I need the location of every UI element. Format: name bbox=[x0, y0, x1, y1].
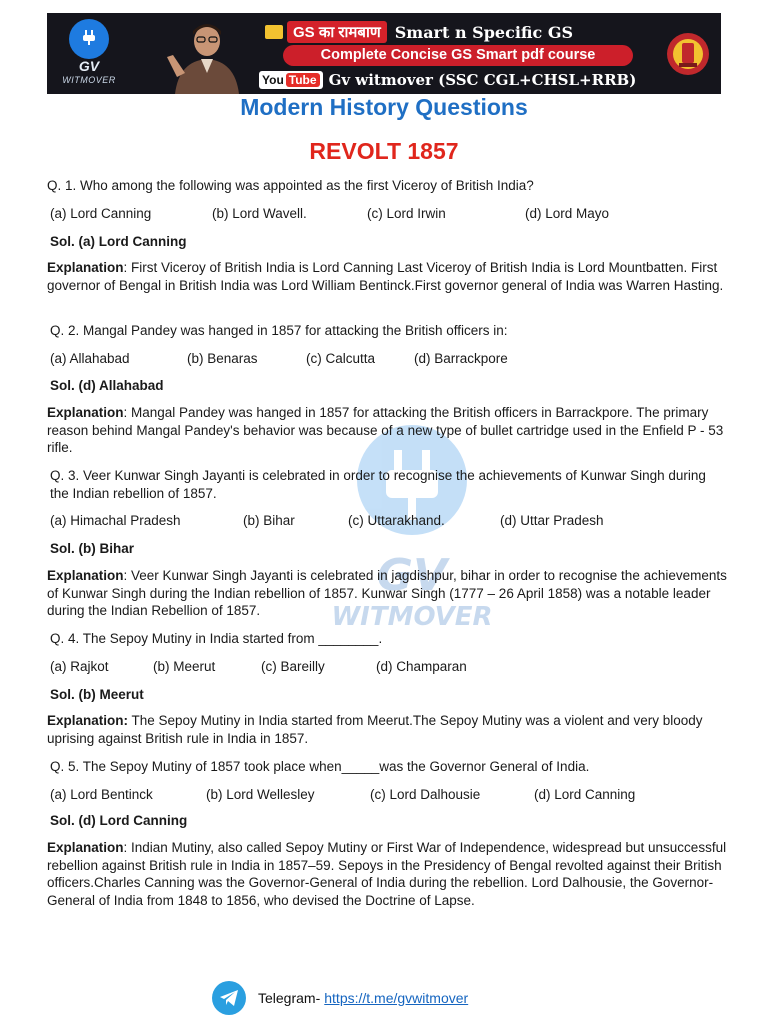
q1-explanation bbox=[47, 259, 727, 294]
q3-solution: Sol. (b) Bihar bbox=[50, 541, 134, 556]
explanation-text: : First Viceroy of British India is Lord Canning Last Viceroy of British India is Lord Mountbatten. First governor of Bengal in British India was Lord William Bentinck.First governor general of India was Warren Hasting. bbox=[47, 260, 724, 293]
explanation-text: The Sepoy Mutiny in India started from Meerut.The Sepoy Mutiny was a violent and very bloody uprising against British rule in India in 1857. bbox=[47, 713, 703, 746]
footer bbox=[212, 981, 468, 1015]
q1-solution: Sol. (a) Lord Canning bbox=[50, 234, 187, 249]
explanation-label: Explanation: bbox=[47, 713, 129, 728]
telegram-link[interactable]: https://t.me/gvwitmover bbox=[324, 990, 469, 1006]
q5-option-a: (a) Lord Bentinck bbox=[50, 787, 153, 802]
question-4: Q. 4. The Sepoy Mutiny in India started from ________. bbox=[50, 631, 383, 646]
banner-row-1 bbox=[265, 21, 573, 43]
explanation-label: Explanation bbox=[47, 840, 124, 855]
logo-subtext: WITMOVER bbox=[62, 75, 116, 85]
q2-option-a: (a) Allahabad bbox=[50, 351, 130, 366]
q3-option-b: (b) Bihar bbox=[243, 513, 295, 528]
question-1: Q. 1. Who among the following was appointed as the first Viceroy of British India? bbox=[47, 178, 534, 193]
banner-tagline: Smart n Specific GS bbox=[394, 22, 574, 42]
q2-option-b: (b) Benaras bbox=[187, 351, 258, 366]
svg-text:GV: GV bbox=[376, 550, 448, 601]
question-2: Q. 2. Mangal Pandey was hanged in 1857 for attacking the British officers in: bbox=[50, 323, 508, 338]
explanation-text: : Veer Kunwar Singh Jayanti is celebrated in jagdishpur, bihar in order to recognise the achievements of Kunwar Singh during the Indian rebellion of 1857. Kunwar Singh (1777 – 26 April 1858) was a notable leader during the Indian Rebellion of 1857. bbox=[47, 568, 727, 618]
banner-tag: GS का रामबाण bbox=[287, 21, 387, 43]
explanation-label: Explanation bbox=[47, 568, 124, 583]
explanation-text: : Indian Mutiny, also called Sepoy Mutiny or First War of Independence, widespread but unsuccessful rebellion against British rule in India in 1857–59. Sepoys in the Presidency of Bengal revolted against their British officers.Charles Canning was the Governor-General of India during the rebellion. Lord Dalhousie, the Governor-General of India from 1848 to 1856, who devised the Doctrine of Lapse. bbox=[47, 840, 727, 908]
q1-option-c: (c) Lord Irwin bbox=[367, 206, 446, 221]
explanation-text: : Mangal Pandey was hanged in 1857 for attacking the British officers in Barrackpore. The primary reason behind Mangal Pandey's behavior was because of a new type of bullet cartridge used in the Enfield P - 53 rifle. bbox=[47, 405, 724, 455]
brand-logo bbox=[53, 17, 125, 91]
question-3: Q. 3. Veer Kunwar Singh Jayanti is celebrated in order to recognise the achievements of Kunwar Singh during the Indian rebellion of 1857. bbox=[50, 468, 706, 501]
youtube-you: You bbox=[262, 73, 284, 87]
logo-text: GV bbox=[78, 58, 100, 74]
question-5: Q. 5. The Sepoy Mutiny of 1857 took place when_____was the Governor General of India. bbox=[50, 759, 590, 774]
q2-solution: Sol. (d) Allahabad bbox=[50, 378, 164, 393]
plug-icon bbox=[81, 29, 97, 45]
folder-icon bbox=[265, 25, 283, 39]
q4-option-b: (b) Meerut bbox=[153, 659, 216, 674]
q4-option-a: (a) Rajkot bbox=[50, 659, 109, 674]
q4-solution: Sol. (b) Meerut bbox=[50, 687, 144, 702]
svg-text:WITMOVER: WITMOVER bbox=[331, 602, 493, 632]
q4-explanation bbox=[47, 712, 727, 747]
q4-option-c: (c) Bareilly bbox=[261, 659, 325, 674]
banner-row-3 bbox=[259, 70, 636, 90]
q1-option-a: (a) Lord Canning bbox=[50, 206, 152, 221]
telegram-label: Telegram- bbox=[258, 990, 321, 1006]
explanation-label: Explanation bbox=[47, 260, 124, 275]
q2-option-c: (c) Calcutta bbox=[306, 351, 376, 366]
q5-option-d: (d) Lord Canning bbox=[534, 787, 636, 802]
q5-solution: Sol. (d) Lord Canning bbox=[50, 813, 188, 828]
q1-option-b: (b) Lord Wavell. bbox=[212, 206, 307, 221]
page-subtitle: REVOLT 1857 bbox=[309, 138, 459, 164]
q5-option-b: (b) Lord Wellesley bbox=[206, 787, 315, 802]
presenter-photo bbox=[157, 17, 257, 94]
youtube-tube: Tube bbox=[286, 73, 320, 87]
q5-option-c: (c) Lord Dalhousie bbox=[370, 787, 481, 802]
banner-course-strip: Complete Concise GS Smart pdf course bbox=[283, 45, 633, 66]
q1-option-d: (d) Lord Mayo bbox=[525, 206, 610, 221]
q3-option-c: (c) Uttarakhand. bbox=[348, 513, 445, 528]
q2-option-d: (d) Barrackpore bbox=[414, 351, 508, 366]
paper-plane-icon bbox=[219, 989, 239, 1007]
channel-name: Gv witmover (SSC CGL+CHSL+RRB) bbox=[328, 71, 637, 89]
explanation-label: Explanation bbox=[47, 405, 124, 420]
ssc-emblem-icon bbox=[665, 29, 711, 79]
q4-option-d: (d) Champaran bbox=[376, 659, 467, 674]
q3-explanation bbox=[47, 567, 727, 620]
header-banner bbox=[47, 13, 721, 94]
q5-explanation bbox=[47, 839, 727, 909]
page-title: Modern History Questions bbox=[240, 94, 528, 120]
youtube-logo bbox=[259, 71, 323, 89]
q3-option-d: (d) Uttar Pradesh bbox=[500, 513, 604, 528]
telegram-icon[interactable] bbox=[212, 981, 246, 1015]
q2-explanation bbox=[47, 404, 727, 457]
q3-option-a: (a) Himachal Pradesh bbox=[50, 513, 181, 528]
